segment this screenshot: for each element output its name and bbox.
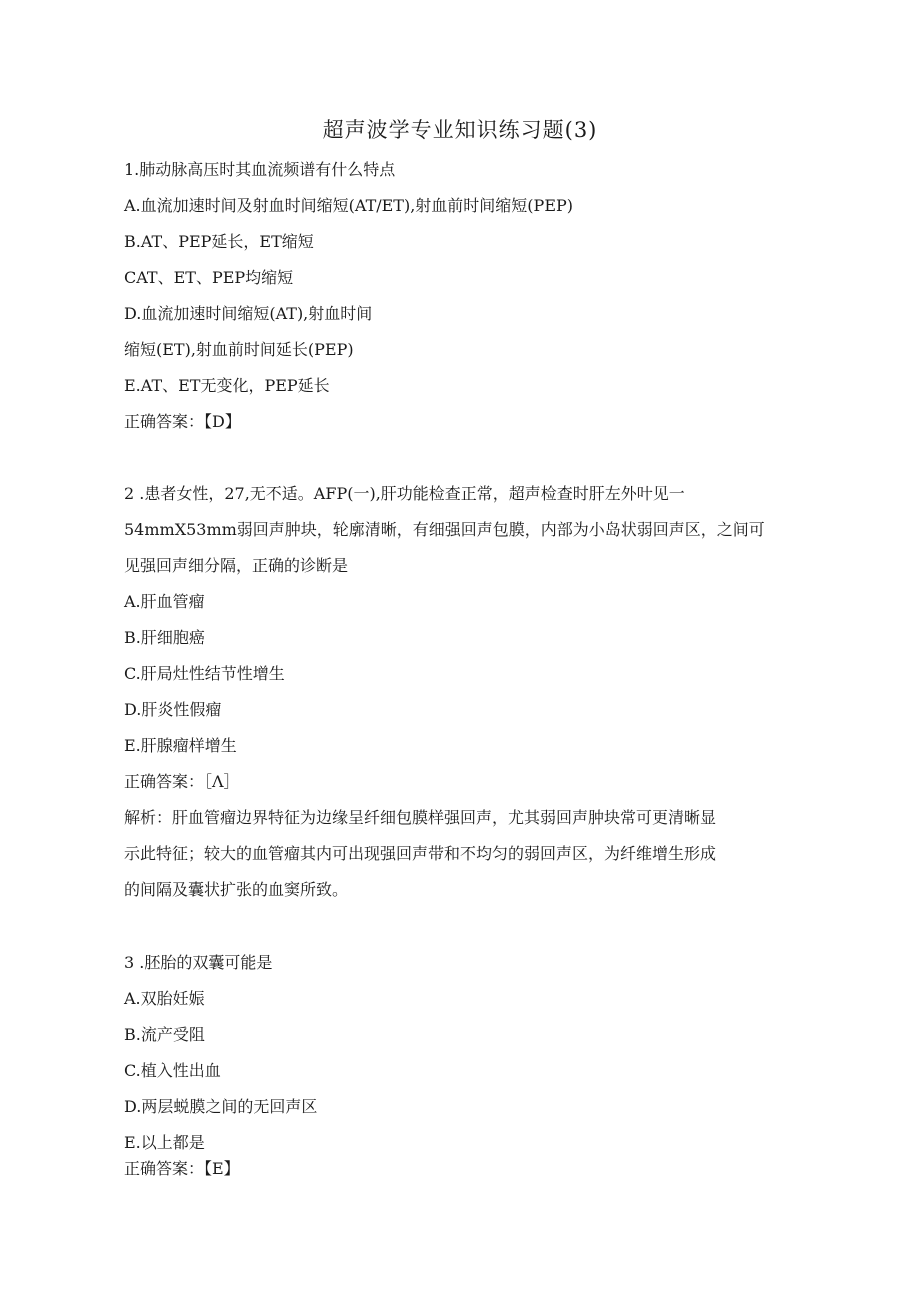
- q2-analysis-line1: 解析：肝血管瘤边界特征为边缘呈纤细包膜样强回声，尤其弱回声肿块常可更清晰显: [124, 808, 717, 827]
- document-title: 超声波学专业知识练习题(3): [322, 118, 598, 142]
- q3-option-c: C.植入性出血: [124, 1061, 221, 1080]
- q3-option-a: A.双胎妊娠: [124, 989, 205, 1008]
- q2-option-a: A.肝血管瘤: [124, 592, 205, 611]
- q2-option-c: C.肝局灶性结节性增生: [124, 664, 285, 683]
- q1-option-d-line1: D.血流加速时间缩短(AT),射血时间: [124, 304, 373, 323]
- q3-answer: 正确答案：【E】: [124, 1159, 240, 1178]
- q1-option-d-line2: 缩短(ET),射血前时间延长(PEP): [124, 340, 354, 359]
- q2-stem-line3: 见强回声细分隔，正确的诊断是: [124, 556, 349, 575]
- q1-option-a: A.血流加速时间及射血时间缩短(AT/ET),射血前时间缩短(PEP): [124, 196, 574, 215]
- q1-option-b: B.AT、PEP延长，ET缩短: [124, 232, 314, 251]
- q2-analysis-line2: 示此特征；较大的血管瘤其内可出现强回声带和不均匀的弱回声区，为纤维增生形成: [124, 844, 717, 863]
- q2-option-b: B.肝细胞癌: [124, 628, 205, 647]
- q3-option-e: E.以上都是: [124, 1133, 205, 1152]
- q2-option-d: D.肝炎性假瘤: [124, 700, 222, 719]
- q2-option-e: E.肝腺瘤样增生: [124, 736, 237, 755]
- q3-option-d: D.两层蜕膜之间的无回声区: [124, 1097, 318, 1116]
- q3-stem: 3 .胚胎的双囊可能是: [124, 953, 273, 972]
- q2-stem-line1: 2 .患者女性，27,无不适。AFP(一),肝功能检查正常，超声检查时肝左外叶见一: [124, 484, 685, 503]
- q3-option-b: B.流产受阻: [124, 1025, 205, 1044]
- q2-analysis-line3: 的间隔及囊状扩张的血窦所致。: [124, 880, 349, 899]
- q1-answer: 正确答案：【D】: [124, 412, 241, 431]
- q1-stem: 1.肺动脉高压时其血流频谱有什么特点: [124, 160, 396, 179]
- q2-stem-line2: 54mmX53mm弱回声肿块，轮廓清晰，有细强回声包膜，内部为小岛状弱回声区，之间可: [124, 520, 765, 539]
- q2-answer: 正确答案：［Λ］: [124, 772, 240, 791]
- q1-option-c: CAT、ET、PEP均缩短: [124, 268, 294, 287]
- q1-option-e: E.AT、ET无变化，PEP延长: [124, 376, 330, 395]
